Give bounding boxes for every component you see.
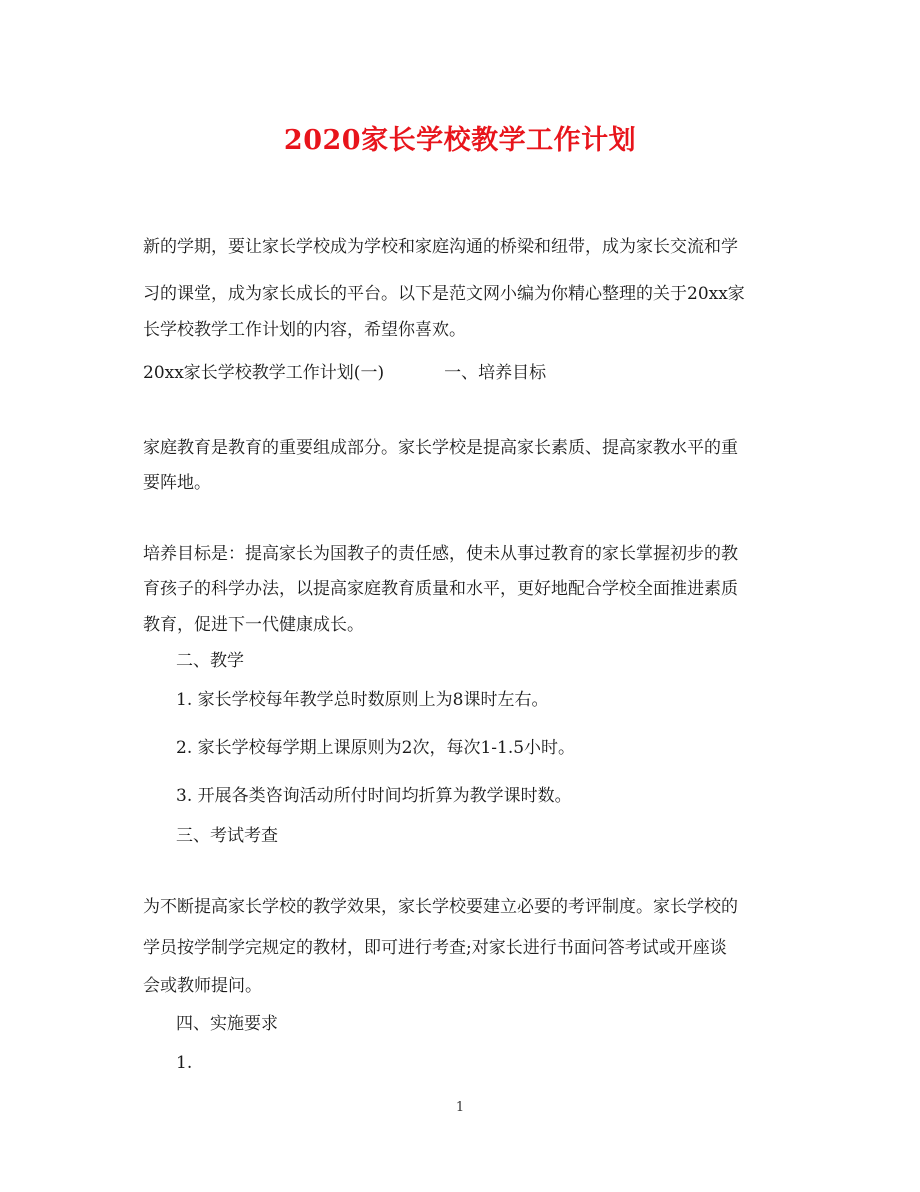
subtitle-right: 一、培养目标 bbox=[444, 363, 547, 383]
para3-line-2: 学员按学制学完规定的教材，即可进行考查;对家长进行书面问答考试或开座谈 bbox=[143, 938, 727, 958]
para3-line-3: 会或教师提问。 bbox=[143, 976, 262, 996]
para1-line-1: 家庭教育是教育的重要组成部分。家长学校是提高家长素质、提高家教水平的重 bbox=[143, 438, 738, 458]
section2-item-3: 3. 开展各类咨询活动所付时间均折算为教学课时数。 bbox=[176, 786, 572, 806]
intro-line-2: 习的课堂，成为家长成长的平台。以下是范文网小编为你精心整理的关于20xx家 bbox=[143, 284, 745, 304]
para2-line-1: 培养目标是：提高家长为国教子的责任感，使未从事过教育的家长掌握初步的教 bbox=[143, 544, 738, 564]
subtitle-row bbox=[143, 362, 546, 384]
para3-line-1: 为不断提高家长学校的教学效果，家长学校要建立必要的考评制度。家长学校的 bbox=[143, 897, 738, 917]
subtitle-left: 20xx家长学校教学工作计划(一) bbox=[143, 363, 385, 383]
para2-line-3: 教育，促进下一代健康成长。 bbox=[143, 615, 364, 635]
section2-item-2: 2. 家长学校每学期上课原则为2次，每次1-1.5小时。 bbox=[176, 738, 576, 758]
document-title: 2020家长学校教学工作计划 bbox=[283, 125, 637, 156]
intro-line-1: 新的学期，要让家长学校成为学校和家庭沟通的桥梁和纽带，成为家长交流和学 bbox=[143, 237, 738, 257]
section4-heading: 四、实施要求 bbox=[176, 1014, 278, 1034]
intro-line-3: 长学校教学工作计划的内容，希望你喜欢。 bbox=[143, 320, 466, 340]
para1-line-2: 要阵地。 bbox=[143, 473, 211, 493]
section2-heading: 二、教学 bbox=[176, 651, 244, 671]
section2-item-1: 1. 家长学校每年教学总时数原则上为8课时左右。 bbox=[176, 690, 549, 710]
section3-heading: 三、考试考查 bbox=[176, 826, 278, 846]
page-number: 1 bbox=[455, 1100, 465, 1115]
section4-item-1: 1. bbox=[176, 1053, 193, 1073]
para2-line-2: 育孩子的科学办法，以提高家庭教育质量和水平，更好地配合学校全面推进素质 bbox=[143, 579, 738, 599]
